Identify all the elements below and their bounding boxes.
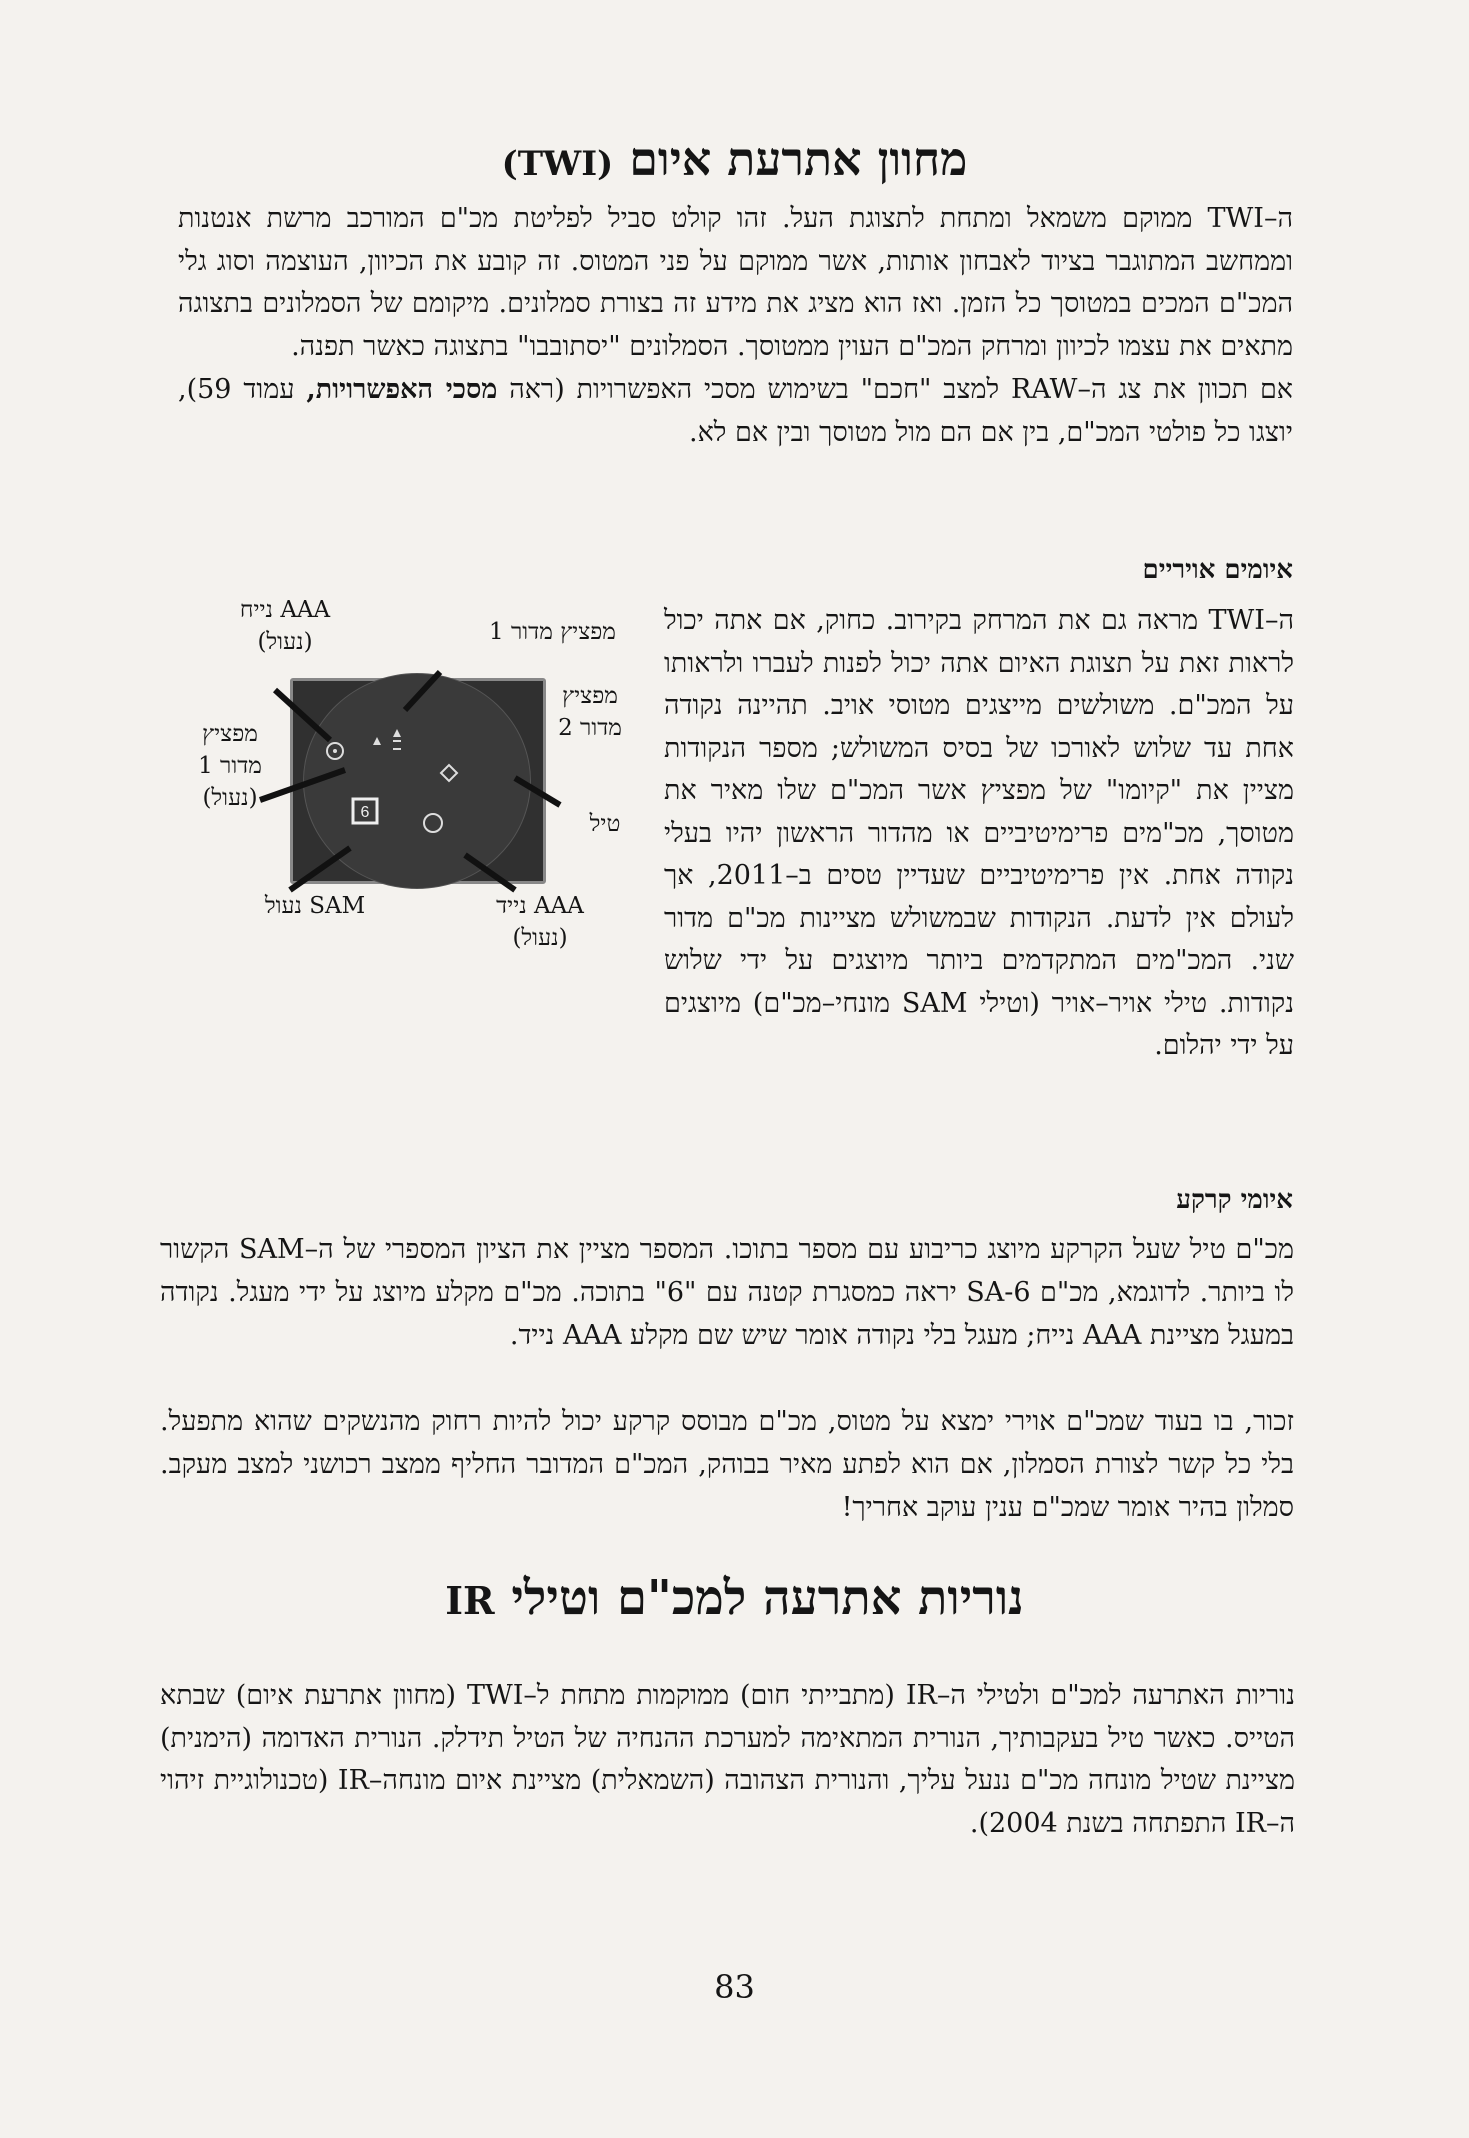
svg-text:6: 6 bbox=[360, 804, 370, 821]
air-threats-heading: איומים אויריים bbox=[1142, 555, 1293, 585]
intro-text-2: אם תכוון את צג ה–RAW למצב "חכם" בשימוש מסכי האפשרויות (ראה bbox=[509, 373, 1293, 405]
label-bomber1-top: מפציץ מדור 1 bbox=[489, 619, 616, 645]
twi-diagram bbox=[198, 590, 635, 951]
ground-threats-paragraph-2: זכור, בו בעוד שמכ"ם אוירי ימצא על מטוס, מכ"ם מבוסס קרקע יכול להיות רחוק מהנשקים שהוא מתפעל. בלי כל קשר לצורת הסמלון, אם הוא לפתע מאיר בבוהק, המכ"ם המדובר החליף ממצב רכושני למצב מעקב. סמלון בהיר אומר שמכ"ם ענין עוקב אחריך! bbox=[160, 1406, 1294, 1523]
ground-threats-heading: איומי קרקע bbox=[1176, 1185, 1293, 1215]
label-aaa-mobile: AAA נייד (נעול) bbox=[496, 893, 584, 951]
label-sam-locked: SAM נעול bbox=[264, 893, 366, 919]
intro-paragraph bbox=[178, 198, 1293, 454]
label-bomber2: מפציץ מדור 2 bbox=[558, 683, 622, 741]
intro-text-1: ה–TWI ממוקם משמאל ומתחת לתצוגת העל. זהו קולט סביל לפליטת מכ"ם המורכב מרשת אנטנות וממחשב המתוגבר בציוד לאבחון אותות, אשר ממוקם על פני המטוס. זה קובע את הכיוון, העוצמה וסוג גלי המכ"ם המכים במטוסך כל הזמן. ואז הוא מציג את מידע זה בצורת סמלונים. מיקומם של הסמלונים בתצוגה מתאים את עצמו לכיוון ומרחק המכ"ם העוין ממטוסך. הסמלונים "יסתובבו" בתצוגה כאשר תפנה. bbox=[178, 203, 1293, 363]
ground-threats-paragraph-1: מכ"ם טיל שעל הקרקע מיוצג כריבוע עם מספר בתוכו. המספר מציין את הציון המספרי של ה–SAM הקשור לו ביותר. לדוגמא, מכ"ם SA-6 יראה כמסגרת קטנה עם "6" בתוכה. מכ"ם מקלע מיוצג על ידי מעגל. נקודה במעגל מציינת AAA נייח; מעגל בלי נקודה אומר שיש שם מקלע AAA נייד. bbox=[160, 1234, 1294, 1351]
title-he: מחוון אתרעת איום bbox=[629, 132, 968, 186]
title-en: (TWI) bbox=[501, 144, 614, 184]
label-bomber1-locked: מפציץ מדור 1 (נעול) bbox=[198, 721, 262, 811]
title2-en: IR bbox=[445, 1578, 495, 1623]
intro-text-bold: מסכי האפשרויות, bbox=[306, 373, 498, 405]
intro-text-3: עמוד 59), יוצגו כל פולטי המכ"ם, בין אם הם מול מטוסך ובין אם לא. bbox=[178, 373, 1293, 448]
air-threats-paragraph: ה–TWI מראה גם את המרחק בקירוב. כחוק, אם אתה יכול לראות זאת על תצוגת האיום אתה יכול לפנות לעברו ולראותו על המכ"ם. משולשים מייצגים מטוסי אויב. תהיינה נקודה אחת עד שלוש לאורכו של בסיס המשולש; מספר הנקודות מציין את "קיומו" של מפציץ אשר המכ"ם שלו מאיר את מטוסך, מכ"מים פרימיטיביים או מהדור הראשון יהיו בעלי נקודה אחת. אין פרימיטיביים שעדיין טסים ב–2011, אך לעולם אין לדעת. הנקודות שבמשולש מציינות מכ"ם מדור שני. המכ"מים המתקדמים ביותר מיוצגים על ידי שלוש נקודות. טילי אויר–אויר (וטילי SAM מונחי–מכ"ם) מיוצגים על ידי יהלום. bbox=[664, 605, 1295, 1061]
label-missile: טיל bbox=[589, 811, 621, 837]
page-number: 83 bbox=[714, 1968, 755, 2006]
section-title-warning-lights bbox=[0, 1570, 1469, 1626]
warning-lights-paragraph: נוריות האתרעה למכ"ם ולטילי ה–IR (מתבייתי חום) ממוקמות מתחת ל–TWI (מחוון אתרעת איום) שבתא הטייס. כאשר טיל בעקבותיך, הנורית המתאימה למערכת ההנחיה של הטיל תידלק. הנורית האדומה (הימנית) מציינת שטיל מונחה מכ"ם ננעל עליך, והנורית הצהובה (השמאלית) מציינת איום מונחה–IR (טכנולוגיית זיהוי ה–IR התפתחה בשנת 2004). bbox=[160, 1680, 1296, 1839]
label-aaa-static: AAA נייח (נעול) bbox=[239, 597, 331, 655]
title2-he: נוריות אתרעה למכ"ם וטילי bbox=[511, 1570, 1024, 1626]
section-title-twi bbox=[0, 132, 1469, 186]
